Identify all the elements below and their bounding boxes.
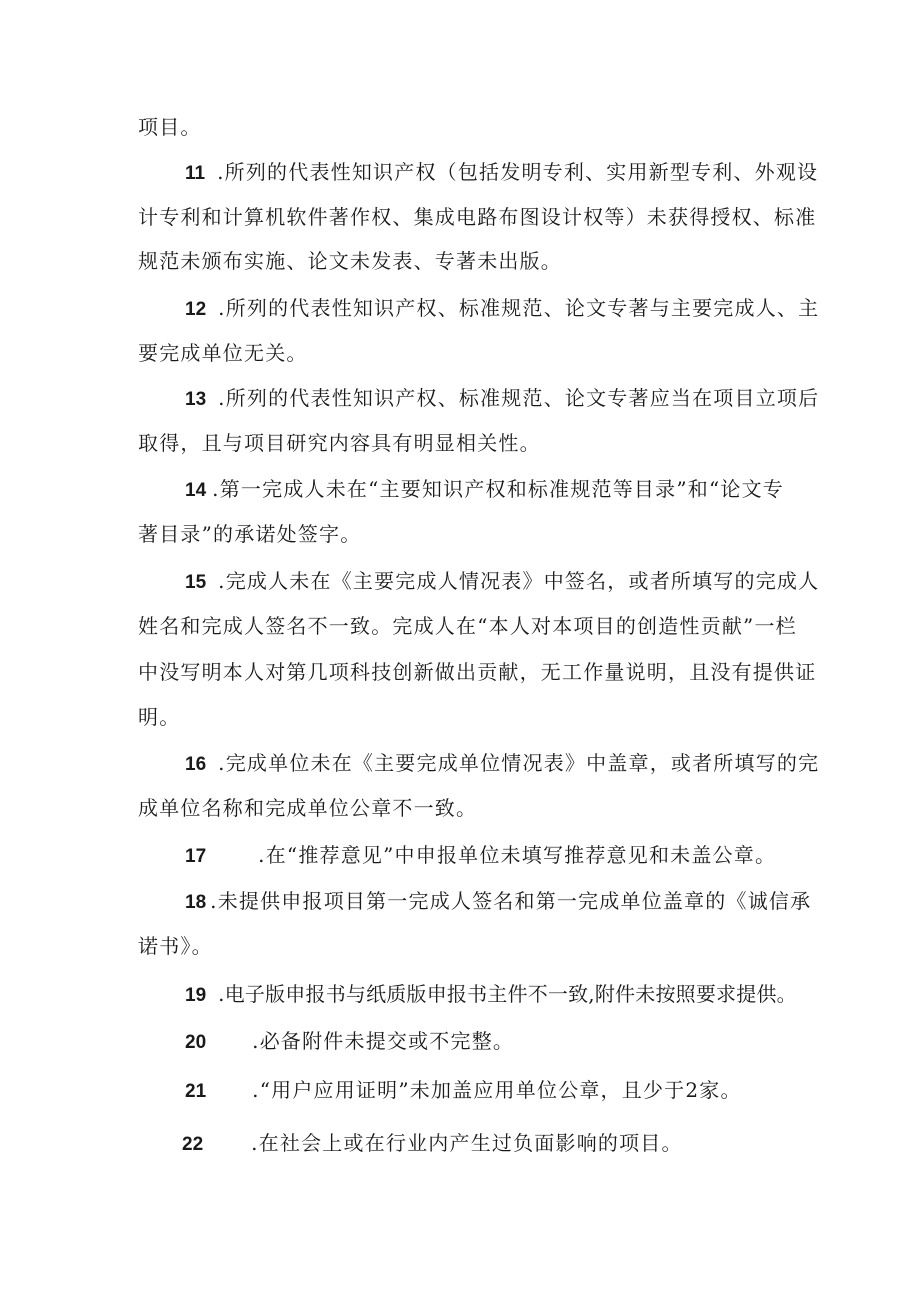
list-item — [185, 889, 811, 915]
item-text-line: 中没写明本人对第几项科技创新做出贡献，无工作量说明，且没有提供证 — [138, 660, 817, 684]
item-number: 18 — [185, 892, 207, 913]
item-text-line: 成单位名称和完成单位公章不一致。 — [138, 796, 478, 820]
list-item — [185, 1078, 742, 1104]
item-number: 17 — [185, 846, 207, 867]
item-text-line: 规范未颁布实施、论文未发表、专著未出版。 — [138, 249, 562, 273]
item-text-line: .必备附件未提交或不完整。 — [252, 1029, 515, 1053]
item-text-line: 姓名和完成人签名不一致。完成人在“本人对本项目的创造性贡献”一栏 — [138, 614, 797, 638]
item-number: 12 — [185, 299, 207, 320]
item-number: 15 — [185, 572, 207, 593]
item-text-line: .完成人未在《主要完成人情况表》中签名，或者所填写的完成人 — [218, 569, 820, 593]
item-number: 22 — [182, 1134, 204, 1155]
item-number: 19 — [185, 985, 207, 1006]
list-item — [185, 296, 819, 322]
item-text-line: .电子版申报书与纸质版申报书主件不一致,附件未按照要求提供。 — [218, 982, 797, 1006]
item-text-line: .在社会上或在行业内产生过负面影响的项目。 — [251, 1131, 683, 1155]
list-item — [185, 160, 818, 186]
item-number: 13 — [185, 389, 207, 410]
item-text-line: .所列的代表性知识产权、标准规范、论文专著应当在项目立项后 — [218, 386, 820, 410]
list-item — [185, 569, 819, 595]
list-item — [185, 1029, 514, 1055]
item-text-line: 诺书》。 — [138, 934, 213, 958]
item-number: 16 — [185, 754, 207, 775]
item-number: 14 — [185, 480, 207, 501]
item-text-line: 计专利和计算机软件著作权、集成电路布图设计权等）未获得授权、标准 — [138, 205, 817, 229]
item-text-line: .完成单位未在《主要完成单位情况表》中盖章，或者所填写的完 — [218, 751, 820, 775]
list-item — [185, 982, 797, 1008]
item-number: 11 — [185, 163, 206, 184]
item-number: 20 — [185, 1032, 207, 1053]
item-text-line: 要完成单位无关。 — [138, 341, 308, 365]
item-text-line: .“用户应用证明”未加盖应用单位公章，且少于2家。 — [252, 1078, 742, 1102]
list-item — [138, 115, 202, 139]
item-text-line: 项目。 — [138, 115, 202, 139]
list-item — [182, 1131, 683, 1157]
list-item — [185, 843, 776, 869]
item-text-line: .未提供申报项目第一完成人签名和第一完成单位盖章的《诚信承 — [210, 889, 812, 913]
list-item — [185, 477, 784, 503]
item-text-line: .在“推荐意见”中申报单位未填写推荐意见和未盖公章。 — [258, 843, 777, 867]
item-number: 21 — [185, 1081, 207, 1102]
item-text-line: .所列的代表性知识产权、标准规范、论文专著与主要完成人、主 — [218, 296, 820, 320]
item-text-line: .所列的代表性知识产权（包括发明专利、实用新型专利、外观设 — [217, 160, 819, 184]
list-item — [185, 386, 819, 412]
item-text-line: 取得，且与项目研究内容具有明显相关性。 — [138, 431, 541, 455]
item-text-line: 著目录”的承诺处签字。 — [138, 522, 362, 546]
item-text-line: 明。 — [138, 705, 181, 729]
item-text-line: .第一完成人未在“主要知识产权和标准规范等目录”和“论文专 — [212, 477, 784, 501]
list-item — [185, 751, 819, 777]
